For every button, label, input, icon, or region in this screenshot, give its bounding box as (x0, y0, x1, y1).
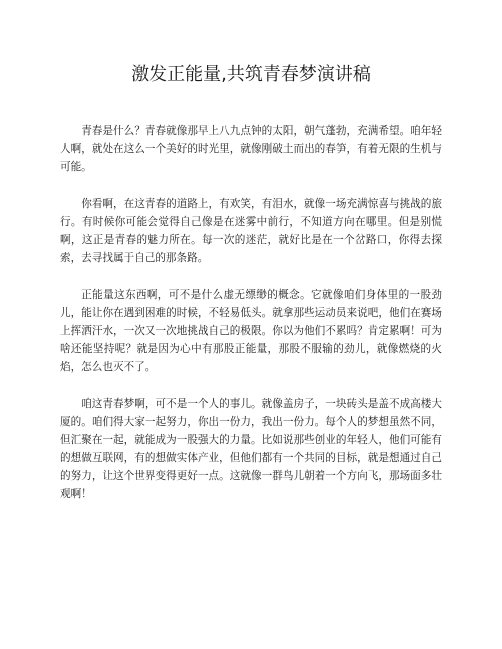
paragraph-2: 你看啊，在这青春的道路上，有欢笑，有泪水，就像一场充满惊喜与挑战的旅行。有时候你可能会觉得自己像是在迷雾中前行，不知道方向在哪里。但是别慌啊，这正是青春的魅力所在。每一次的迷茫，就好比是在一个岔路口，你得去探索，去寻找属于自己的那条路。 (60, 198, 442, 264)
paragraph-1: 青春是什么？青春就像那早上八九点钟的太阳，朝气蓬勃，充满希望。咱年轻人啊，就处在这么一个美好的时光里，就像刚破土而出的春笋，有着无限的生机与可能。 (60, 125, 442, 173)
document-body (60, 122, 442, 522)
paragraph-4: 咱这青春梦啊，可不是一个人的事儿。就像盖房子，一块砖头是盖不成高楼大厦的。咱们得大家一起努力，你出一份力，我出一份力。每个人的梦想虽然不同，但汇聚在一起，就能成为一股强大的力量。比如说那些创业的年轻人，他们可能有的想做互联网，有的想做实体产业，但他们都有一个共同的目标，就是想通过自己的努力，让这个世界变得更好一点。这就像一群鸟儿朝着一个方向飞，那场面多壮观啊！ (60, 398, 442, 500)
paragraph-3: 正能量这东西啊，可不是什么虚无缥缈的概念。它就像咱们身体里的一股劲儿，能让你在遇到困难的时候，不轻易低头。就拿那些运动员来说吧，他们在赛场上挥洒汗水，一次又一次地挑战自己的极限。你以为他们不累吗？肯定累啊！可为啥还能坚持呢？就是因为心中有那股正能量，那股不服输的劲儿，就像燃烧的火焰，怎么也灭不了。 (60, 289, 442, 373)
document-title: 激发正能量,共筑青春梦演讲稿 (131, 64, 371, 85)
